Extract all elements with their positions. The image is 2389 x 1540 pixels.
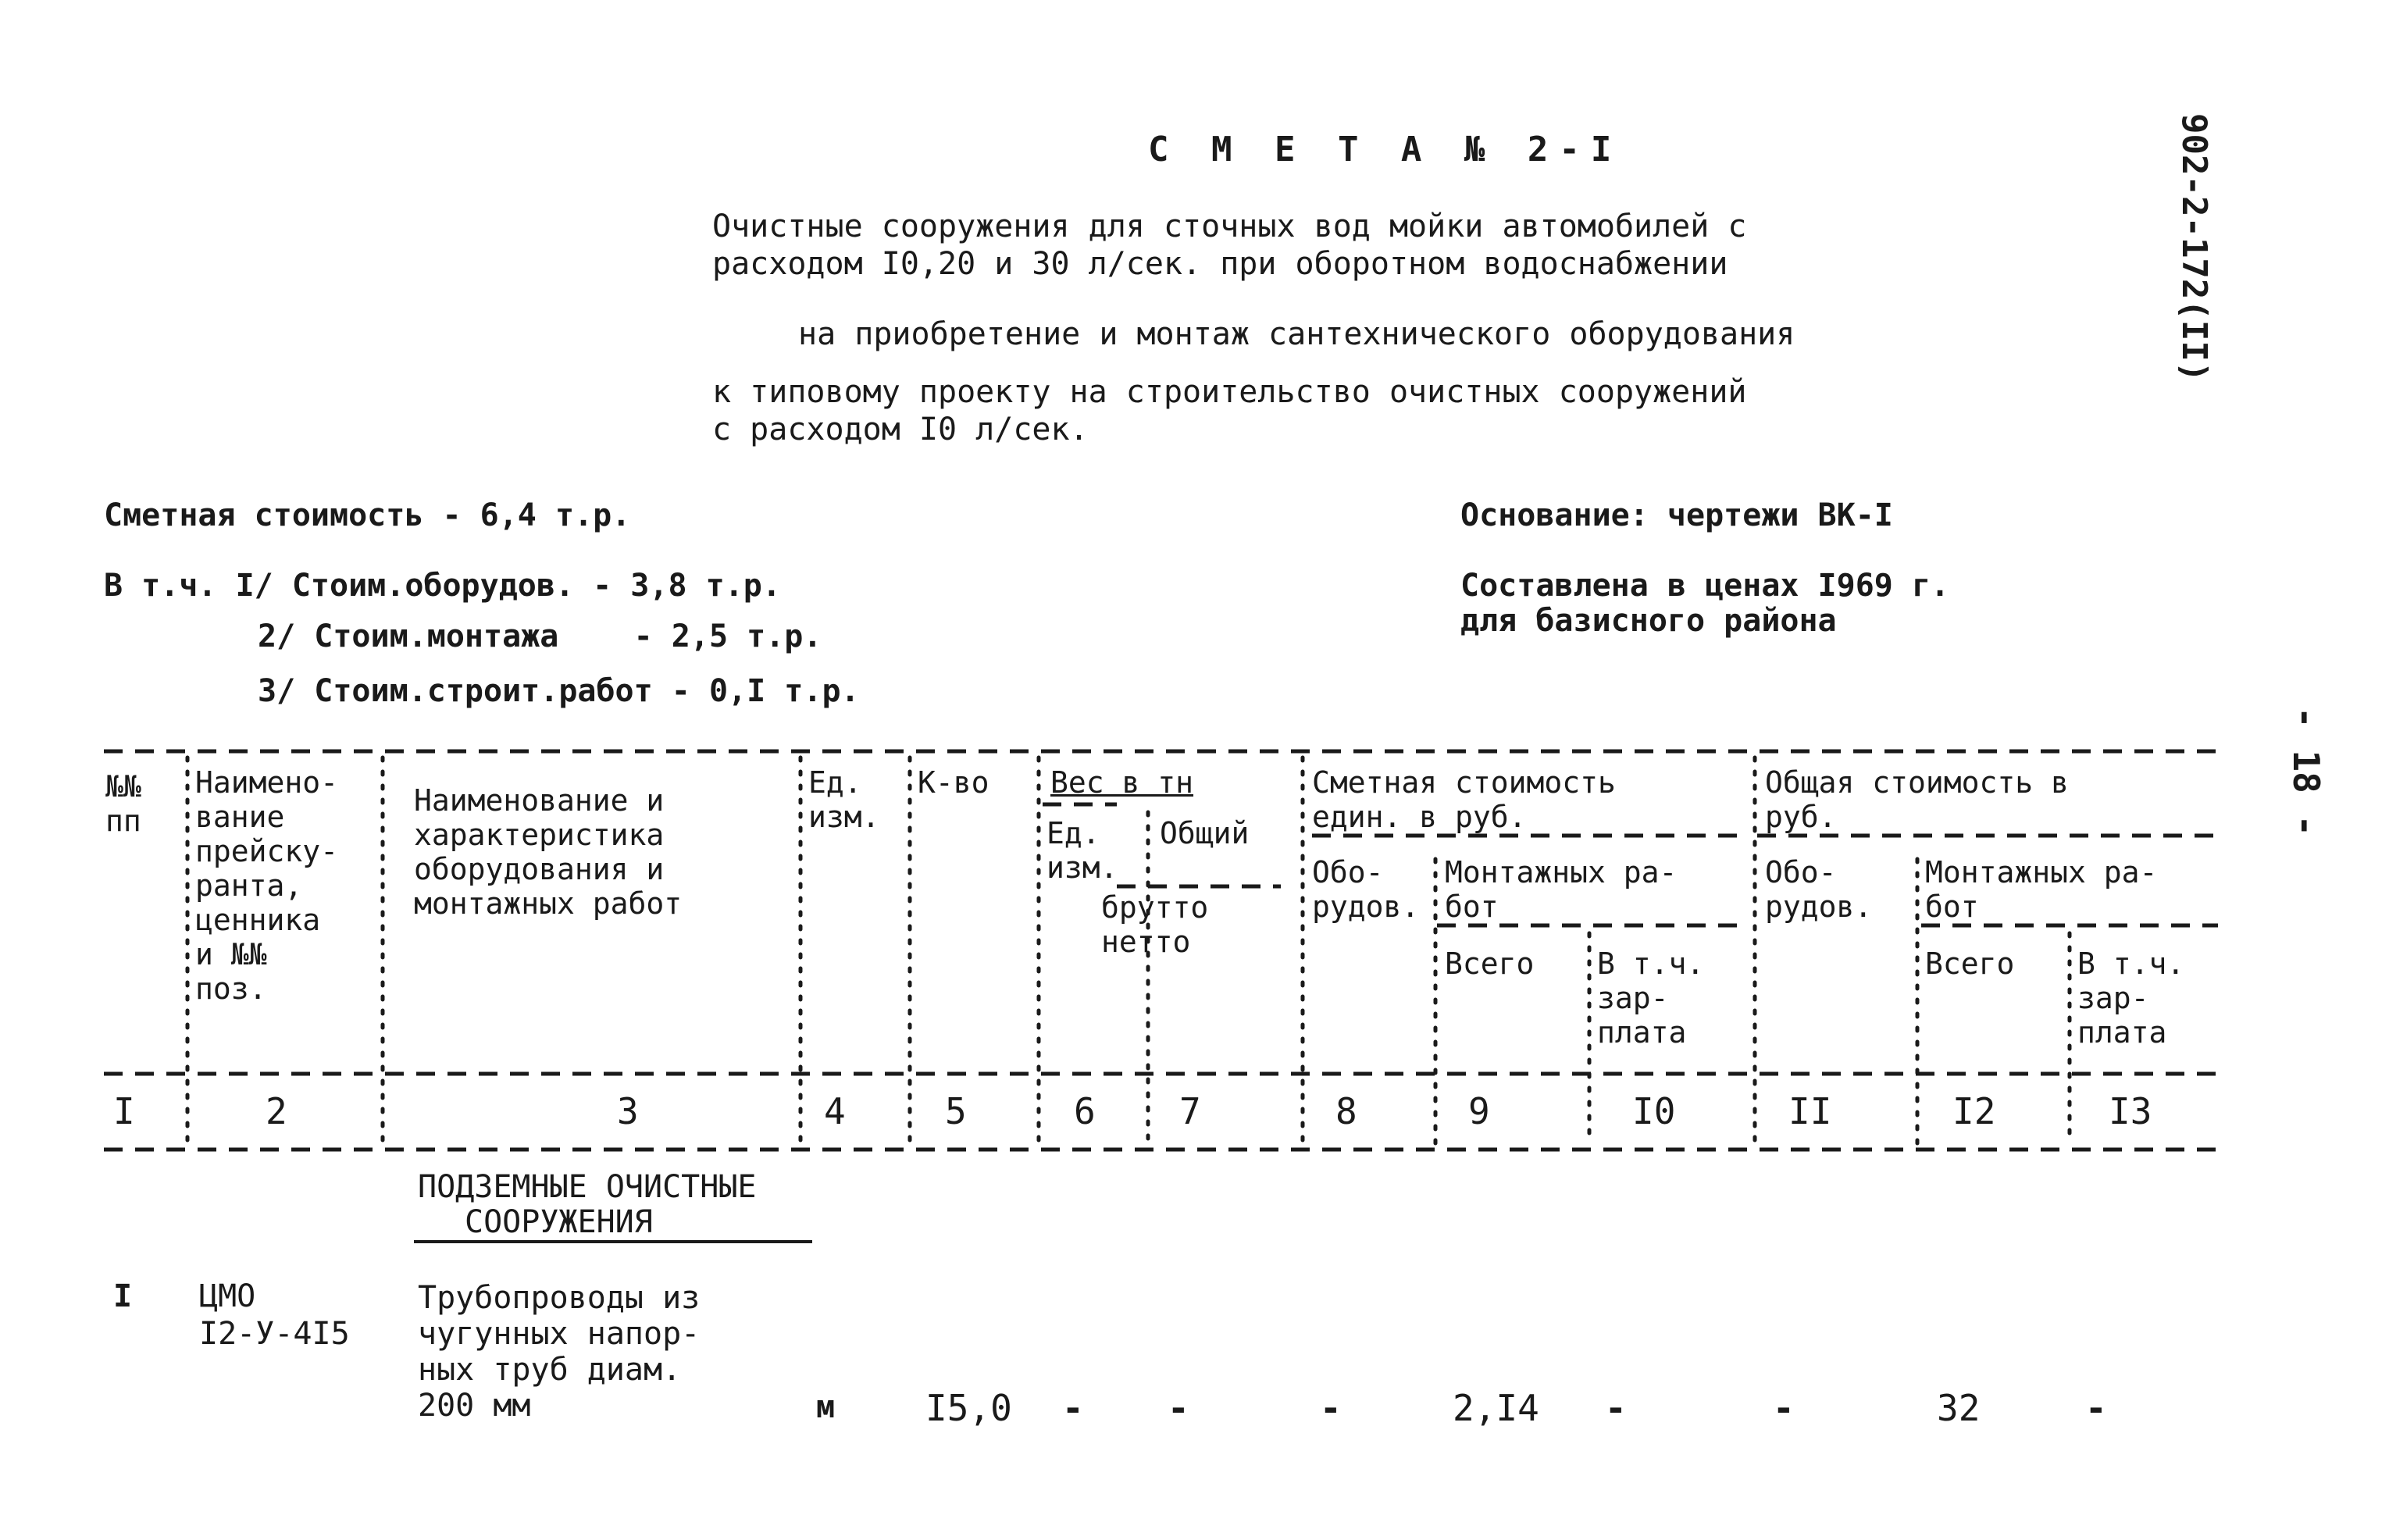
row-mounting-wage-total: - [2085,1387,2107,1429]
row-quantity: I5,0 [925,1387,1012,1429]
column-number: 2 [266,1090,287,1132]
header-weight-total: Общий [1160,816,1250,850]
column-number: 3 [617,1090,639,1132]
header-quantity: К-во [918,765,989,800]
prices-note-1: Составлена в ценах I969 г. [1460,568,1950,604]
column-number: 6 [1074,1090,1096,1132]
row-mounting-unit-cost: 2,I4 [1453,1387,1539,1429]
row-mounting-total: 32 [1937,1387,1981,1429]
document-title: С М Е Т А № 2-I [1148,130,1623,169]
header-total-mounting-group: Монтажных ра- бот [1925,855,2158,924]
subtitle-line-1: Очистные сооружения для сточных вод мойки автомобилей с [712,209,1747,244]
document-code: 902-2-172(II) [2174,113,2214,383]
header-weight-gross-net: брутто нетто [1101,890,1209,959]
column-number: 4 [824,1090,846,1132]
row-price-list-2: I2-У-4I5 [199,1316,350,1352]
total-cost: Сметная стоимость - 6,4 т.р. [104,497,631,533]
row-description-4: 200 мм [418,1388,531,1424]
header-total-equipment: Обо- рудов. [1765,855,1873,924]
column-number: I2 [1952,1090,1996,1132]
header-weight-group: Вес в тн [1050,765,1194,800]
column-number: 7 [1179,1090,1201,1132]
header-unit-mounting-group: Монтажных ра- бот [1445,855,1678,924]
column-number: 9 [1468,1090,1490,1132]
header-unit: Ед. изм. [808,765,880,834]
row-price-list-1: ЦМО [199,1278,256,1314]
row-description-3: ных труб диам. [418,1352,682,1388]
subtitle-line-4: к типовому проекту на строительство очистных сооружений [712,374,1747,410]
column-number: II [1788,1090,1832,1132]
header-price-list: Наимено- вание прейску- ранта, ценника и №№ поз. [195,765,339,1006]
row-equipment-total: - [1773,1387,1795,1429]
header-total-mounting-total: Всего [1925,946,2015,981]
column-number: 5 [945,1090,967,1132]
row-unit: м [816,1389,836,1425]
subtitle-line-3: на приобретение и монтаж сантехнического оборудования [798,316,1795,352]
section-title-line-2: СООРУЖЕНИЯ [465,1204,653,1240]
section-title-line-1: ПОДЗЕМНЫЕ ОЧИСТНЫЕ [418,1169,757,1205]
header-unit-mounting-wage: В т.ч. зар- плата [1597,946,1705,1050]
cost-incl-construction: 3/ Стоим.строит.работ - 0,I т.р. [258,673,860,709]
row-description-1: Трубопроводы из [418,1280,701,1316]
header-total-mounting-wage: В т.ч. зар- плата [2077,946,2185,1050]
page-number: - 18 - [2285,707,2327,837]
column-number: I [113,1090,135,1132]
subtitle-line-5: с расходом I0 л/сек. [712,412,1089,447]
header-total-cost-group: Общая стоимость в руб. [1765,765,2069,834]
subtitle-line-2: расходом I0,20 и 30 л/сек. при оборотном водоснабжении [712,246,1728,282]
header-description: Наименование и характеристика оборудования и монтажных работ [414,783,683,921]
row-description-2: чугунных напор- [418,1316,701,1352]
row-weight-total: - [1168,1387,1189,1429]
header-unit-mounting-total: Всего [1445,946,1535,981]
row-mounting-unit-wage: - [1605,1387,1627,1429]
header-weight-unit: Ед. изм. [1047,816,1118,885]
prices-note-2: для базисного района [1460,603,1837,639]
column-number: I0 [1632,1090,1676,1132]
cost-incl-equipment: В т.ч. I/ Стоим.оборудов. - 3,8 т.р. [104,568,781,604]
row-weight-unit: - [1062,1387,1084,1429]
basis-note: Основание: чертежи ВК-I [1460,497,1893,533]
row-number: I [113,1278,133,1314]
header-unit-equipment: Обо- рудов. [1312,855,1420,924]
column-number: 8 [1335,1090,1357,1132]
header-item-number: №№ пп [105,769,141,838]
cost-incl-mounting: 2/ Стоим.монтажа - 2,5 т.р. [258,618,822,654]
row-equipment-unit-cost: - [1320,1387,1342,1429]
header-unit-cost-group: Сметная стоимость един. в руб. [1312,765,1616,834]
column-number: I3 [2109,1090,2152,1132]
